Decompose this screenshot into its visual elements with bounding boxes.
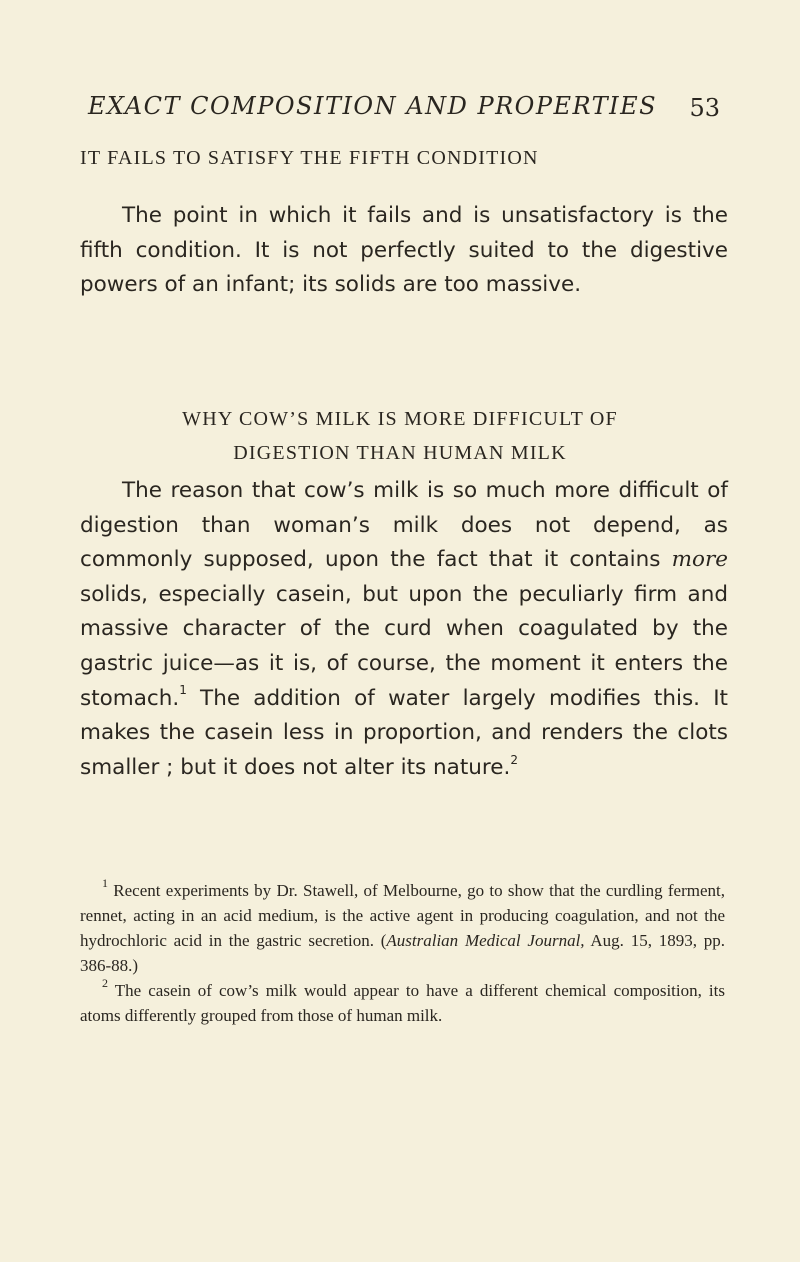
paragraph-text: The addition of water largely modifies this. It makes the casein less in proportion, and renders the clots smaller ; but it does not alter its nature. xyxy=(80,685,728,780)
paragraph-fifth-condition: The point in which it fails and is unsatisfactory is the fifth condition. It is not perfectly suited to the digestive powers of an infant; its solids are too massive. xyxy=(80,203,728,298)
footnote-text: Aug. 15, 1893, pp. 386-88.) xyxy=(80,931,725,975)
footnote-reference: 1 xyxy=(179,683,187,698)
paragraph-cows-milk-digestion xyxy=(80,474,728,785)
section-heading-line-2: DIGESTION THAN HUMAN MILK xyxy=(233,442,567,464)
footnote-text: Recent experiments by Dr. Stawell, of Melbourne, go to show that the curdling ferment, rennet, acting in an acid medium, is the active agent in producing coagulation, and not the hydrochloric acid in the gastric secretion. ( xyxy=(80,881,725,950)
emphasis-word: more xyxy=(671,547,728,573)
footnote-text: The casein of cow’s milk would appear to have a different chemical composition, its atoms differently grouped from those of human milk. xyxy=(80,981,725,1025)
footnote-2 xyxy=(80,978,725,1028)
footnote-marker: 2 xyxy=(102,976,108,991)
footnote-marker: 1 xyxy=(102,876,108,891)
footnote-reference: 2 xyxy=(510,752,518,767)
footnotes xyxy=(80,878,725,1028)
paragraph-text: The reason that cow’s milk is so much more difficult of digestion than woman’s milk does not depend, as commonly supposed, upon the fact that it contains xyxy=(80,478,728,573)
running-head-title: EXACT COMPOSITION AND PROPERTIES xyxy=(88,92,658,120)
section-heading-fifth-condition: IT FAILS TO SATISFY THE FIFTH CONDITION xyxy=(80,147,539,169)
paragraph-text: solids, especially casein, but upon the peculiarly firm and massive character of the curd when coagulated by the gastric juice—as it is, of course, the moment it enters the stomach. xyxy=(80,581,728,711)
section-heading-cows-milk xyxy=(80,402,720,470)
footnote-1 xyxy=(80,878,725,978)
section-heading-line-1: WHY COW’S MILK IS MORE DIFFICULT OF xyxy=(182,408,618,430)
page-number: 53 xyxy=(689,94,720,122)
footnote-citation: Australian Medical Journal, xyxy=(386,931,585,950)
